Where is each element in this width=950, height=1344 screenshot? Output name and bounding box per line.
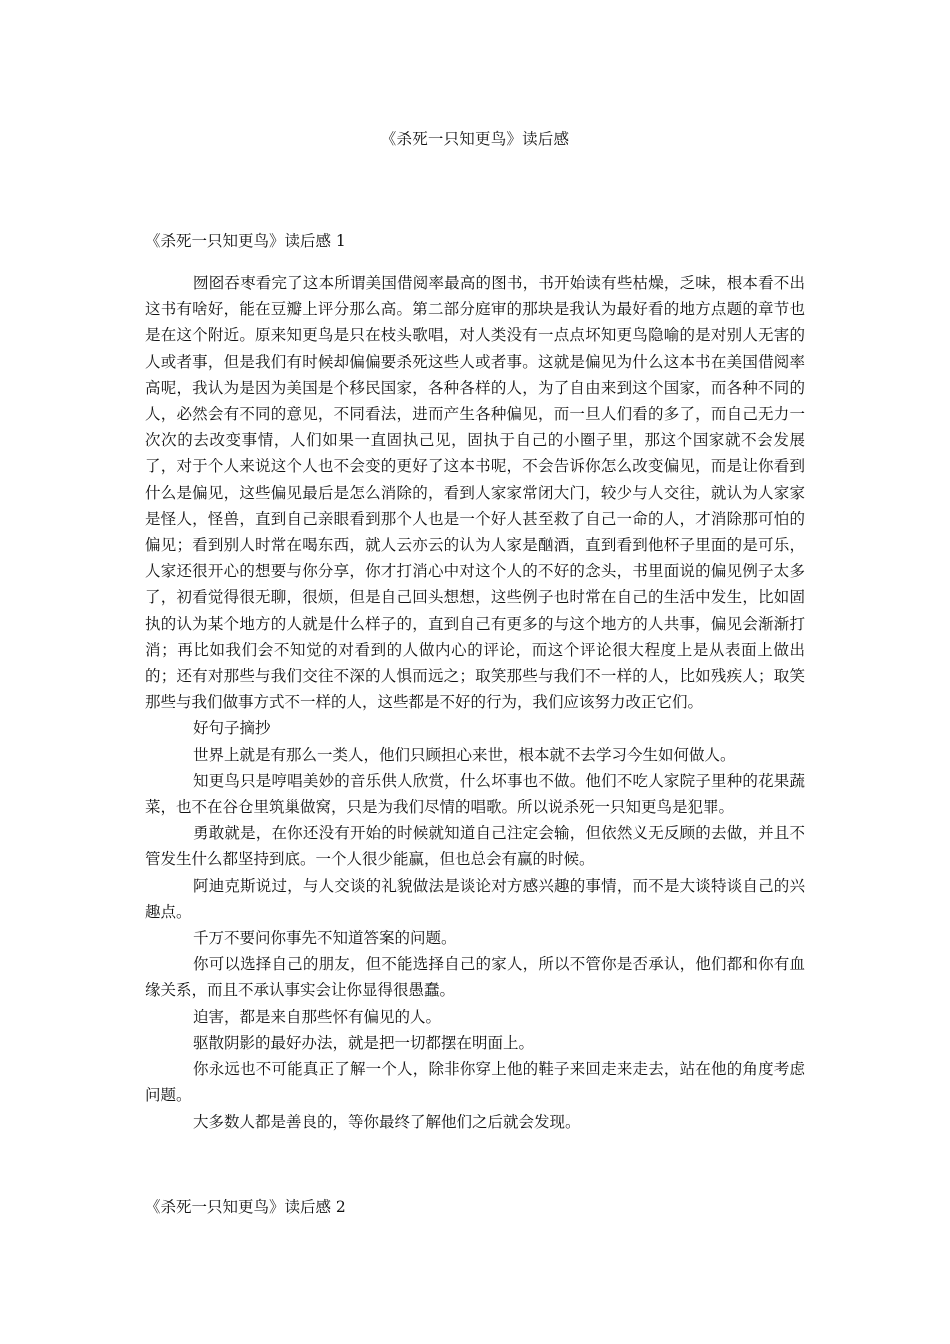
quote-item: 大多数人都是善良的，等你最终了解他们之后就会发现。 — [193, 1112, 581, 1131]
quote-item: 你可以选择自己的朋友，但不能选择自己的家人，所以不管你是否承认，他们都和你有血缘关系，而且不承认事实会让你显得很愚蠢。 — [145, 955, 805, 1000]
quote-item: 世界上就是有那么一类人，他们只顾担心来世，根本就不去学习今生如何做人。 — [193, 745, 736, 764]
section-1-heading: 《杀死一只知更鸟》读后感 1 — [145, 232, 346, 250]
quote-item: 知更鸟只是哼唱美妙的音乐供人欣赏，什么坏事也不做。他们不吃人家院子里种的花果蔬菜，也不在谷仓里筑巢做窝，只是为我们尽情的唱歌。所以说杀死一只知更鸟是犯罪。 — [145, 771, 805, 817]
section-1-body — [145, 270, 805, 1135]
quotes-heading: 好句子摘抄 — [193, 719, 271, 738]
quote-item: 迫害，都是来自那些怀有偏见的人。 — [193, 1007, 442, 1026]
quote-item: 阿迪克斯说过，与人交谈的礼貌做法是谈论对方感兴趣的事情，而不是大谈特谈自己的兴趣点。 — [145, 876, 805, 921]
quote-item: 驱散阴影的最好办法，就是把一切都摆在明面上。 — [193, 1033, 535, 1052]
section-1-paragraph: 囫囵吞枣看完了这本所谓美国借阅率最高的图书，书开始读有些枯燥，乏味，根本看不出这书有啥好，能在豆瓣上评分那么高。第二部分庭审的那块是我认为最好看的地方点题的章节也是在这个附近。原来知更鸟是只在枝头歌唱，对人类没有一点点坏知更鸟隐喻的是对别人无害的人或者事，但是我们有时候却偏偏要杀死这些人或者事。这就是偏见为什么这本书在美国借阅率高呢，我认为是因为美国是个移民国家，各种各样的人，为了自由来到这个国家，而各种不同的人，必然会有不同的意见，不同看法，进而产生各种偏见，而一旦人们看的多了，而自己无力一次次的去改变事情，人们如果一直固执己见，固执于自己的小圈子里，那这个国家就不会发展了，对于个人来说这个人也不会变的更好了这本书呢，不会告诉你怎么改变偏见，而是让你看到什么是偏见，这些偏见最后是怎么消除的，看到人家家常闭大门，较少与人交往，就认为人家家是怪人，怪兽，直到自己亲眼看到那个人也是一个好人甚至救了自己一命的人，才消除那可怕的偏见；看到别人时常在喝东西，就人云亦云的认为人家是酗酒，直到看到他杯子里面的是可乐，人家还很开心的想要与你分享，你才打消心中对这个人的不好的念头，书里面说的偏见例子太多了，初看觉得很无聊，很烦，但是自己回头想想，这些例子也时常在自己的生活中发生，比如固执的认为某个地方的人就是什么样子的，直到自己有更多的与这个地方的人共事，偏见会渐渐打消；再比如我们会不知觉的对看到的人做内心的评论，而这个评论很大程度上是从表面上做出的；还有对那些与我们交往不深的人惧而远之；取笑那些与我们不一样的人，比如残疾人；取笑那些与我们做事方式不一样的人，这些都是不好的行为，我们应该努力改正它们。 — [145, 274, 805, 712]
quote-item: 千万不要问你事先不知道答案的问题。 — [193, 929, 457, 948]
document-title: 《杀死一只知更鸟》读后感 — [380, 130, 570, 148]
quote-item: 你永远也不可能真正了解一个人，除非你穿上他的鞋子来回走来走去，站在他的角度考虑问题。 — [145, 1060, 805, 1105]
quote-item: 勇敢就是，在你还没有开始的时候就知道自己注定会输，但依然义无反顾的去做，并且不管发生什么都坚持到底。一个人很少能赢，但也总会有赢的时候。 — [145, 824, 805, 869]
section-2-heading: 《杀死一只知更鸟》读后感 2 — [145, 1198, 346, 1216]
